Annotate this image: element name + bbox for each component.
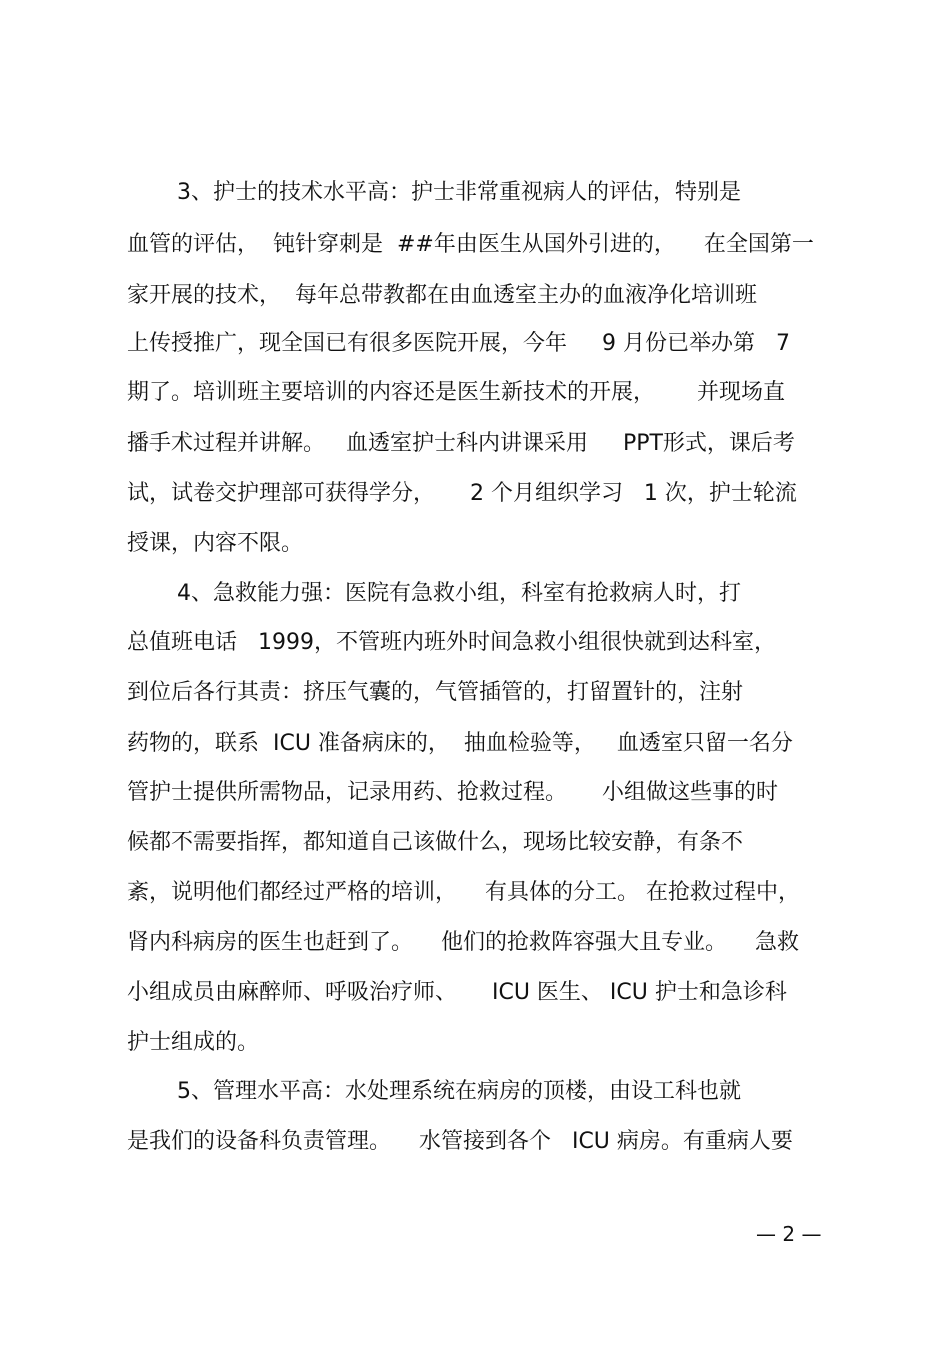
- paragraph-4-line-7: 紊，说明他们都经过严格的培训， 有具体的分工。 在抢救过程中，: [127, 880, 800, 905]
- paragraph-3-line-8: 授课，内容不限。: [127, 531, 304, 556]
- paragraph-4-line-8: 肾内科病房的医生也赶到了。 他们的抢救阵容强大且专业。 急救: [127, 930, 799, 955]
- paragraph-4-line-6: 候都不需要指挥，都知道自己该做什么，现场比较安静，有条不: [127, 830, 744, 855]
- paragraph-4-line-2: 总值班电话 1999，不管班内班外时间急救小组很快就到达科室，: [127, 630, 776, 655]
- paragraph-3-line-3: 家开展的技术， 每年总带教都在由血透室主办的血液净化培训班: [127, 283, 757, 308]
- paragraph-4-line-3: 到位后各行其责：挤压气囊的，气管插管的，打留置针的，注射: [127, 680, 744, 705]
- paragraph-4-line-1: 4、急救能力强：医院有急救小组，科室有抢救病人时，打: [177, 581, 741, 606]
- page-number: — 2 —: [756, 1222, 822, 1246]
- paragraph-3-line-7: 试，试卷交护理部可获得学分， 2 个月组织学习 1 次，护士轮流: [127, 481, 797, 506]
- paragraph-3-line-1: 3、护士的技术水平高：护士非常重视病人的评估，特别是: [177, 180, 741, 205]
- paragraph-4-line-10: 护士组成的。: [127, 1030, 260, 1055]
- paragraph-5-line-1: 5、管理水平高：水处理系统在病房的顶楼，由设工科也就: [177, 1079, 741, 1104]
- paragraph-4-line-9: 小组成员由麻醉师、呼吸治疗师、 ICU 医生、 ICU 护士和急诊科: [127, 980, 787, 1005]
- paragraph-4-line-4: 药物的，联系 ICU 准备病床的， 抽血检验等， 血透室只留一名分: [127, 731, 793, 756]
- paragraph-3-line-6: 播手术过程并讲解。 血透室护士科内讲课采用 PPT形式，课后考: [127, 431, 795, 456]
- paragraph-5-line-2: 是我们的设备科负责管理。 水管接到各个 ICU 病房。有重病人要: [127, 1129, 793, 1154]
- paragraph-3-line-5: 期了。培训班主要培训的内容还是医生新技术的开展， 并现场直: [127, 380, 785, 405]
- paragraph-3-line-2: 血管的评估， 钝针穿刺是 ##年由医生从国外引进的， 在全国第一: [127, 232, 814, 257]
- paragraph-4-line-5: 管护士提供所需物品，记录用药、抢救过程。 小组做这些事的时: [127, 780, 778, 805]
- paragraph-3-line-4: 上传授推广，现全国已有很多医院开展，今年 9 月份已举办第 7: [127, 331, 790, 356]
